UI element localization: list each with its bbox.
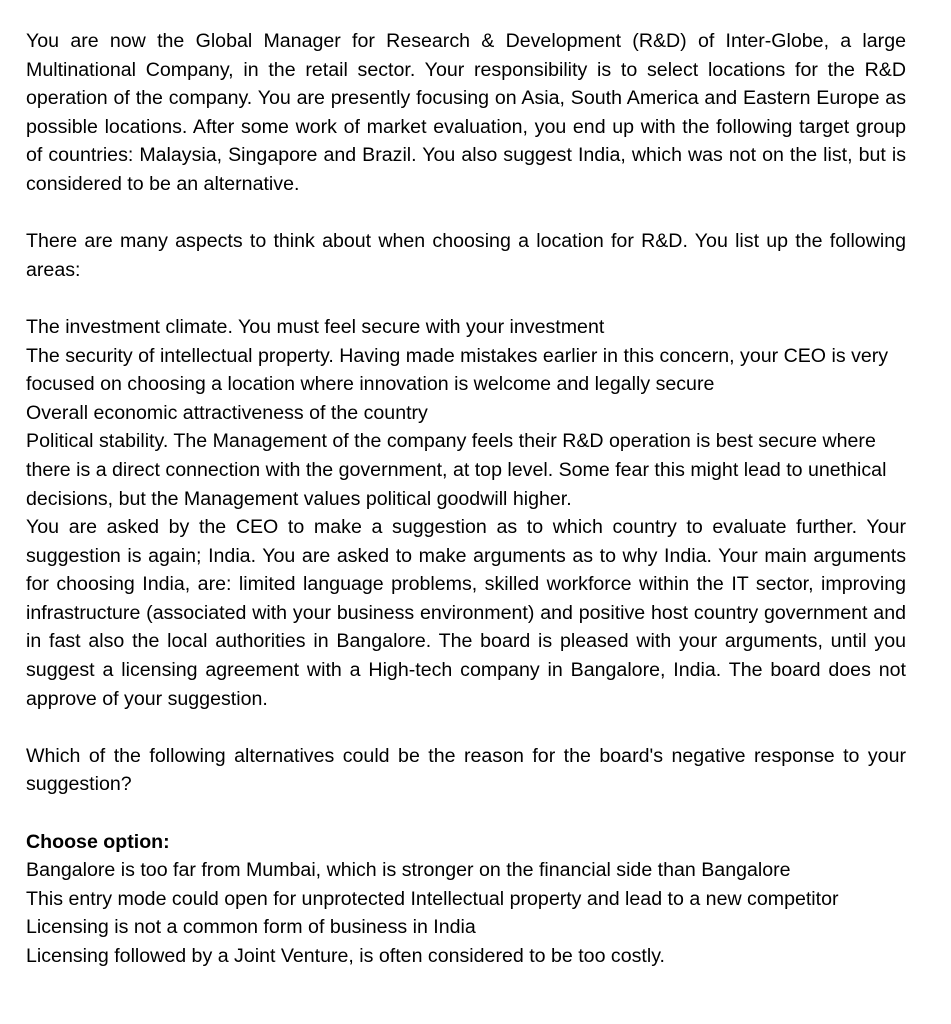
areas-list	[26, 313, 906, 513]
spacer	[26, 199, 906, 228]
option-d[interactable]: Licensing followed by a Joint Venture, is often considered to be too costly.	[26, 945, 665, 967]
document-page	[26, 27, 906, 971]
option-a[interactable]: Bangalore is too far from Mumbai, which is stronger on the financial side than Bangalore	[26, 859, 791, 882]
area-economic-attractiveness: Overall economic attractiveness of the country	[26, 401, 428, 424]
area-intellectual-property: The security of intellectual property. Having made mistakes earlier in this concern, your CEO is very focused on choosing a location where innovation is welcome and legally secure	[26, 344, 889, 396]
options-list	[26, 856, 906, 970]
option-c[interactable]: Licensing is not a common form of business in India	[26, 916, 476, 939]
spacer	[26, 713, 906, 742]
area-investment-climate: The investment climate. You must feel secure with your investment	[26, 315, 605, 338]
ceo-paragraph: You are asked by the CEO to make a suggestion as to which country to evaluate further. Your suggestion is again; India. You are asked to make arguments as to why India. Your main arguments for choosing India, are: limited language problems, skilled workforce within the IT sector, improving infrastructure (associated with your business environment) and positive host country government and in fast also the local authorities in Bangalore. The board is pleased with your arguments, until you suggest a licensing agreement with a High-tech company in Bangalore, India. The board does not approve of your suggestion.	[26, 516, 906, 710]
intro-paragraph: You are now the Global Manager for Research & Development (R&D) of Inter-Globe, a large Multinational Company, in the retail sector. Your responsibility is to select locations for the R&D operation of the company. You are presently focusing on Asia, South America and Eastern Europe as possible locations. After some work of market evaluation, you end up with the following target group of countries: Malaysia, Singapore and Brazil. You also suggest India, which was not on the list, but is considered to be an alternative.	[26, 30, 906, 195]
options-heading: Choose option:	[26, 830, 170, 853]
option-b[interactable]: This entry mode could open for unprotected Intellectual property and lead to a new competitor	[26, 887, 839, 910]
area-political-stability: Political stability. The Management of the company feels their R&D operation is best secure where there is a direct connection with the government, at top level. Some fear this might lead to unethical decisions, but the Management values political goodwill higher.	[26, 430, 887, 510]
question-text: Which of the following alternatives could be the reason for the board's negative response to your suggestion?	[26, 744, 906, 796]
aspects-intro: There are many aspects to think about when choosing a location for R&D. You list up the following areas:	[26, 230, 906, 281]
spacer	[26, 799, 906, 828]
spacer	[26, 284, 906, 313]
